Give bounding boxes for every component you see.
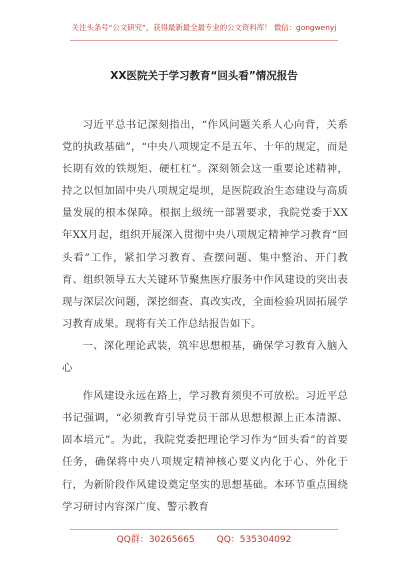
footer-contact: [0, 532, 408, 545]
footer-qq-group: QQ群：30265665: [116, 535, 195, 545]
document-body: [62, 114, 348, 518]
section-heading-1: 一、深化理论武装，筑牢思想根基，确保学习教育入脑入心: [62, 339, 348, 375]
paragraph-intro: 习近平总书记深刻指出，“作风问题关系人心向背，关系党的执政基础”，“中央八项规定不是五年、十年的规定，而是长期有效的铁规矩、硬杠杠”。深刻领会这一重要论述精神，持之以恒加固中央八项规定堤坝，是医院政治生态建设与高质量发展的根本保障。根据上级统一部署要求，我院党委于XX年XX月起，组织开展深入贯彻中央八项规定精神学习教育“回头看”工作，紧扣学习教育、查摆问题、集中整治、开门教育、组织领导五大关键环节聚焦医疗服务中作风建设的突出表现与深层次问题，深挖细查、真改实改，全面检验巩固拓展学习教育成果。现将有关工作总结报告如下。: [62, 119, 348, 330]
header-notice: 关注头条号“公文研究”，获得最新最全最专业的公文资料库！ 微信：gongwenyj: [71, 23, 337, 32]
document-title: XX医院关于学习教育“回头看”情况报告: [110, 70, 298, 82]
paragraph-section-1: 作风建设永远在路上，学习教育须臾不可放松。习近平总书记强调，“必须教育引导党员干部从思想根源上正本清源、固本培元”。为此，我院党委把理论学习作为“回头看”的首要任务，确保将中央八项规定精神核心要义内化于心、外化于行，为新阶段作风建设奠定坚实的思想基础。本环节重点围绕学习研讨内容深广度、警示教育: [62, 390, 348, 513]
header-divider: [70, 40, 338, 41]
footer-qq: QQ：535304092: [216, 535, 292, 545]
footer-divider: [70, 529, 338, 530]
